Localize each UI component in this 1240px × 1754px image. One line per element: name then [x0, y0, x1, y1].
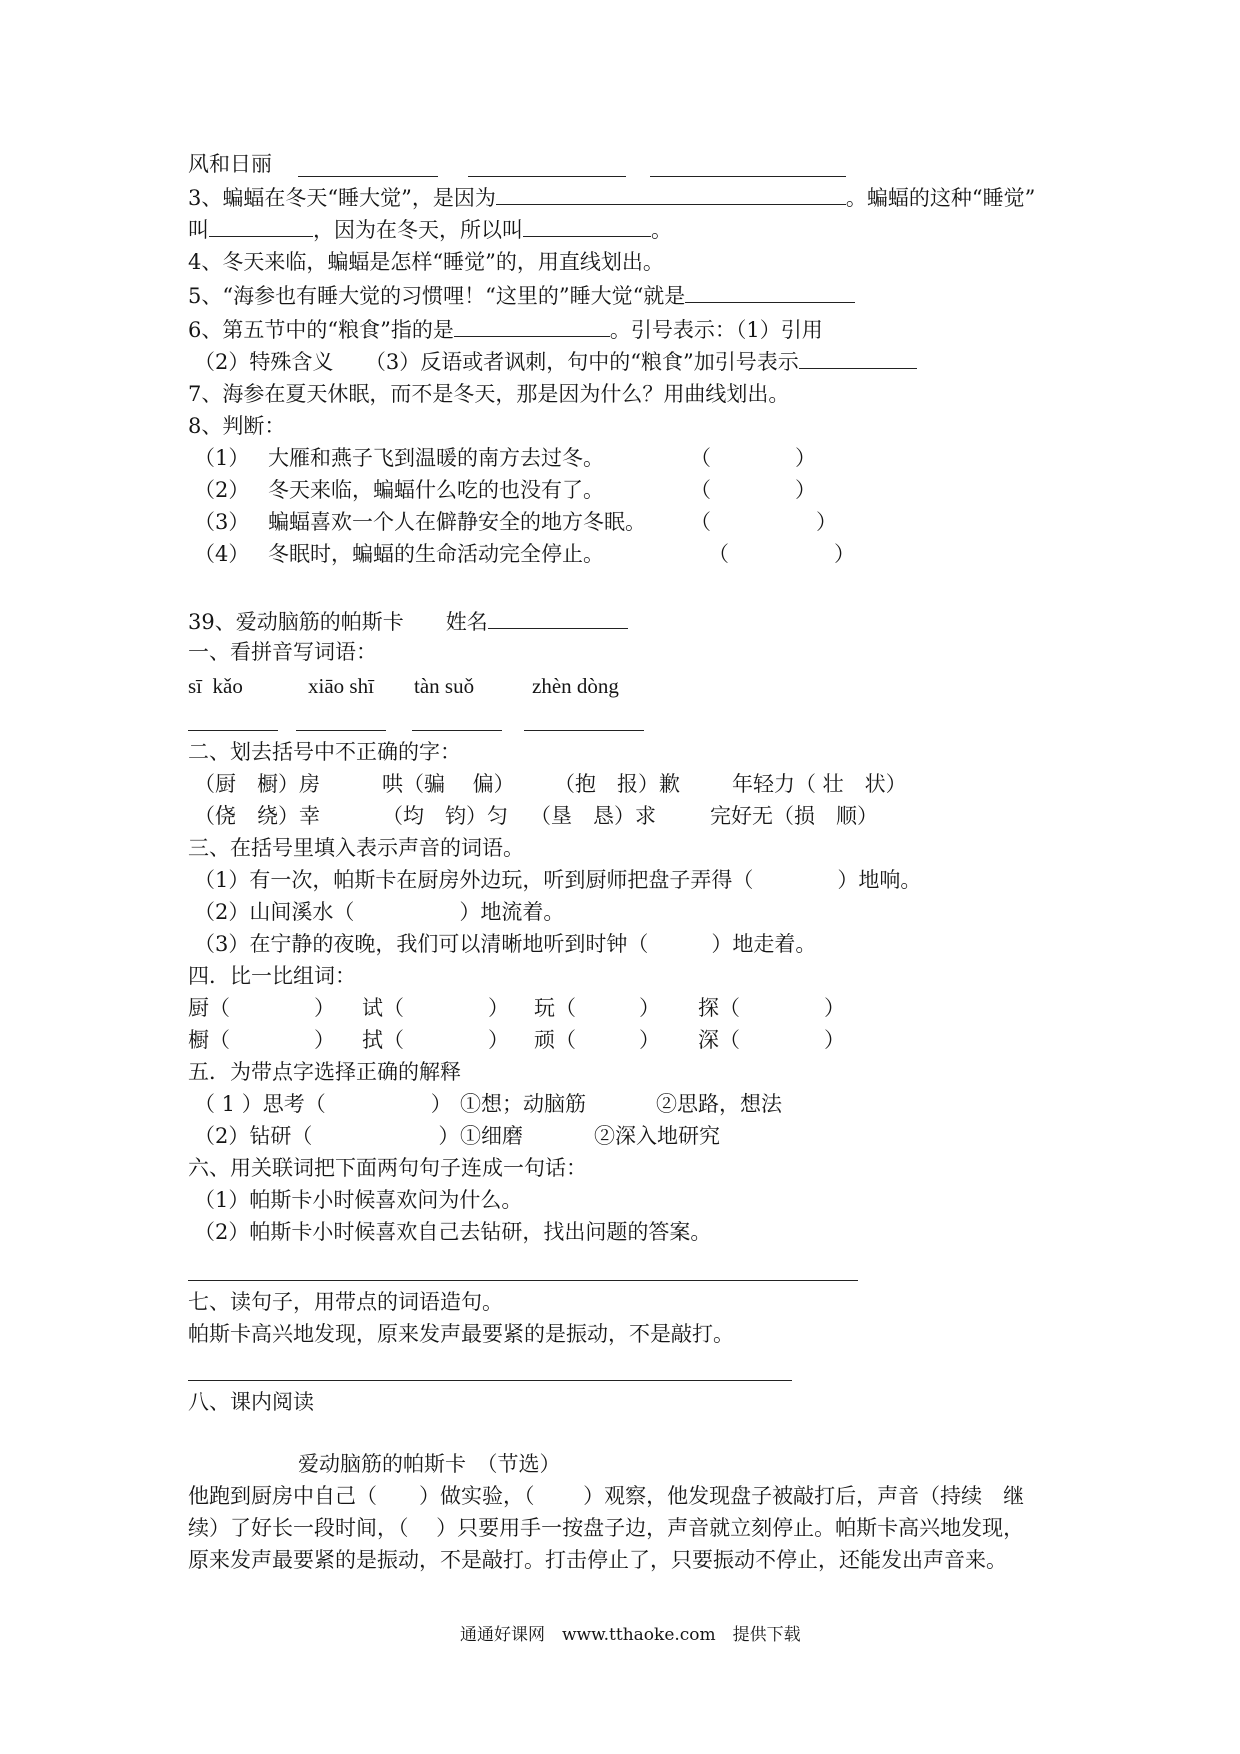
question-6	[188, 314, 823, 344]
s4-item-4: 探（ ）	[698, 996, 845, 1020]
pinyin-1: sī kǎo	[188, 674, 243, 698]
line-fenghe	[188, 150, 272, 178]
section-7-heading: 七、读句子，用带点的词语造句。	[188, 1290, 503, 1314]
s5-option-2a: ①细磨	[460, 1124, 523, 1148]
q3-text-d: ，因为在冬天，所以叫	[313, 218, 523, 242]
s6-sentence-1: （1）帕斯卡小时候喜欢问为什么。	[194, 1188, 523, 1212]
q3-text-b: 。蝙蝠的这种“睡觉”	[845, 186, 1036, 210]
passage-line-3: 原来发声最要紧的是振动，不是敲打。打击停止了，只要振动不停止，还能发出声音来。	[188, 1548, 1007, 1572]
pinyin-3: tàn suǒ	[414, 674, 475, 698]
s4-item-1: 厨（ ）	[188, 996, 335, 1020]
judge-num-4: （4）	[194, 542, 250, 566]
q6-text-c: （2）特殊含义 （3）反语或者讽刺，句中的“粮食”加引号表示	[194, 350, 799, 374]
section-5-heading: 五．为带点字选择正确的解释	[188, 1060, 461, 1084]
s4-item-5: 橱（ ）	[188, 1028, 335, 1052]
s2-item-3: （抱 报）歉	[554, 772, 680, 796]
pinyin-blank-2	[296, 730, 386, 731]
lesson-title	[188, 606, 628, 636]
s5-option-1a: ①想；动脑筋	[460, 1092, 586, 1116]
s2-item-4: 年轻力（ 壮 状）	[732, 772, 907, 796]
blank-fenghe-3	[650, 176, 846, 177]
s7-answer-line	[188, 1380, 792, 1381]
judge-paren-4: （ ）	[708, 542, 855, 566]
blank-fenghe-2	[468, 176, 626, 177]
question-7: 7、海参在夏天休眠，而不是冬天，那是因为什么？用曲线划出。	[188, 382, 790, 406]
judge-paren-1: （ ）	[690, 446, 816, 470]
section-4-heading: 四．比一比组词：	[188, 964, 356, 988]
question-4: 4、冬天来临，蝙蝠是怎样“睡觉”的，用直线划出。	[188, 250, 664, 274]
s3-item-1: （1）有一次，帕斯卡在厨房外边玩，听到厨师把盘子弄得（ ）地响。	[194, 868, 922, 892]
s2-item-5: （侥 绕）幸	[194, 804, 320, 828]
s2-item-2: 哄（骗 偏）	[382, 772, 515, 796]
section-8-heading: 八、课内阅读	[188, 1390, 314, 1414]
judge-text-2: 冬天来临，蝙蝠什么吃的也没有了。	[268, 478, 604, 502]
name-label: 姓名	[445, 610, 488, 634]
section-6-heading: 六、用关联词把下面两句句子连成一句话：	[188, 1156, 587, 1180]
q6-text-b: 。引号表示：（1）引用	[609, 318, 823, 342]
passage-title: 爱动脑筋的帕斯卡 （节选）	[298, 1452, 561, 1476]
name-blank	[488, 606, 628, 629]
page-footer: 通通好课网 www.tthaoke.com 提供下载	[460, 1625, 801, 1645]
question-8: 8、判断：	[188, 414, 286, 438]
s4-item-7: 顽（ ）	[534, 1028, 660, 1052]
judge-text-3: 蝙蝠喜欢一个人在僻静安全的地方冬眠。	[268, 510, 646, 534]
s2-item-6: （均 钧）匀	[382, 804, 508, 828]
section-2-heading: 二、划去括号中不正确的字：	[188, 740, 461, 764]
judge-paren-3: （ ）	[690, 510, 837, 534]
s5-item-2: （2）钻研（ ）	[194, 1124, 460, 1148]
passage-line-2: 续）了好长一段时间，（ ）只要用手一按盘子边，声音就立刻停止。帕斯卡高兴地发现，	[188, 1516, 1025, 1540]
judge-num-1: （1）	[194, 446, 250, 470]
s4-item-8: 深（ ）	[698, 1028, 845, 1052]
pinyin-blank-3	[412, 730, 502, 731]
passage-line-1: 他跑到厨房中自己（ ）做实验，（ ）观察，他发现盘子被敲打后，声音（持续 继	[188, 1484, 1025, 1508]
q6-blank-2	[799, 346, 917, 369]
pinyin-4: zhèn dòng	[532, 674, 619, 698]
judge-num-2: （2）	[194, 478, 250, 502]
q5-text: 5、“海参也有睡大觉的习惯哩！“这里的”睡大觉“就是	[188, 284, 686, 308]
s5-item-1: （ 1 ）思考（ ）	[194, 1092, 452, 1116]
s2-item-8: 完好无（损 顺）	[710, 804, 878, 828]
s2-item-7: （垦 恳）求	[530, 804, 656, 828]
lesson-title-text: 39、爱动脑筋的帕斯卡	[188, 610, 404, 634]
section-1-heading: 一、看拼音写词语：	[188, 640, 377, 664]
question-3	[188, 182, 1035, 212]
q6-text-a: 6、第五节中的“粮食”指的是	[188, 318, 454, 342]
q3-blank-3	[523, 214, 651, 237]
s3-item-2: （2）山间溪水（ ）地流着。	[194, 900, 565, 924]
judge-paren-2: （ ）	[690, 478, 816, 502]
s4-item-6: 拭（ ）	[362, 1028, 509, 1052]
s2-item-1: （厨 橱）房	[194, 772, 320, 796]
s5-option-2b: ②深入地研究	[594, 1124, 720, 1148]
blank-fenghe-1	[298, 176, 438, 177]
q6-blank-1	[454, 314, 610, 337]
judge-text-1: 大雁和燕子飞到温暖的南方去过冬。	[268, 446, 604, 470]
word-fenghe: 风和日丽	[188, 152, 272, 176]
q3-blank-2	[209, 214, 313, 237]
judge-text-4: 冬眠时，蝙蝠的生命活动完全停止。	[268, 542, 604, 566]
question-6-cont	[194, 346, 917, 376]
question-3-cont	[188, 214, 672, 244]
q3-blank-1	[496, 182, 846, 205]
pinyin-blank-1	[188, 730, 278, 731]
s4-item-2: 试（ ）	[362, 996, 509, 1020]
q3-text-a: 3、蝙蝠在冬天“睡大觉”，是因为	[188, 186, 496, 210]
pinyin-blank-4	[524, 730, 644, 731]
q3-text-c: 叫	[188, 218, 209, 242]
question-5	[188, 280, 855, 310]
pinyin-2: xiāo shī	[308, 674, 374, 698]
s5-option-1b: ②思路，想法	[656, 1092, 782, 1116]
s7-sentence: 帕斯卡高兴地发现，原来发声最要紧的是振动，不是敲打。	[188, 1322, 734, 1346]
s6-answer-line	[188, 1280, 858, 1281]
section-3-heading: 三、在括号里填入表示声音的词语。	[188, 836, 524, 860]
q5-blank	[685, 280, 855, 303]
judge-num-3: （3）	[194, 510, 250, 534]
s4-item-3: 玩（ ）	[534, 996, 660, 1020]
q3-text-e: 。	[651, 218, 672, 242]
s3-item-3: （3）在宁静的夜晚，我们可以清晰地听到时钟（ ）地走着。	[194, 932, 817, 956]
s6-sentence-2: （2）帕斯卡小时候喜欢自己去钻研，找出问题的答案。	[194, 1220, 712, 1244]
